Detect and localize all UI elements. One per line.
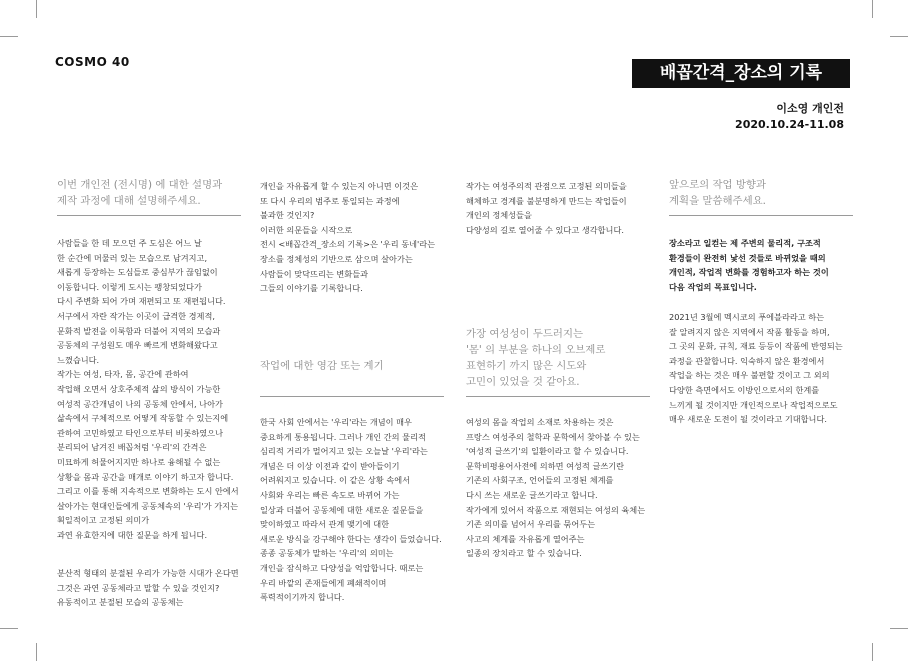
answer-future-plans-summary: 장소라고 일컫는 제 주변의 물리적, 구조적 환경들이 완전히 낯선 것들로 바뀌었을 때의 개인적, 작업적 변화를 경험하고자 하는 것이 다음 작업의 목표입니다.	[669, 238, 829, 292]
magazine-name: COSMO 40	[55, 55, 130, 69]
artist-exhibition: 이소영 개인전	[776, 102, 844, 115]
answer-future-plans: 2021년 3월에 멕시코의 푸에블라라고 하는 잘 알려지지 않은 지역에서 작품 활동을 하며, 그 곳의 문화, 규칙, 재료 등등이 작품에 반영되는 과정을 관찰합니다. 익숙하지 않은 환경에서 작업을 하는 것은 매우 불편할 것이고 그 외의 다양한 측면에서도 이방인으로서의 한계를 느끼게 될 것이지만 개인적으로나 작업적으로도 매우 새로운 도전이 될 것이라고 기대합니다.	[669, 312, 843, 425]
crop-mark	[872, 0, 873, 18]
exhibition-dates: 2020.10.24-11.08	[735, 118, 844, 131]
crop-mark	[36, 0, 37, 18]
answer-inspiration: 한국 사회 안에서는 '우리'라는 개념이 매우 중요하게 통용됩니다. 그러나 개인 간의 물리적 심리적 거리가 멀어지고 있는 오늘날 '우리'라는 개념은 더 이상 이전과 같이 받아들이기 어려워지고 있습니다. 이 같은 상황 속에서 사회와 우리는 빠른 속도로 바뀌어 가는 일상과 더불어 공동체에 대한 새로운 질문들을 맞이하였고 따라서 관계 맺기에 대한 새로운 방식을 강구해야 한다는 생각이 들었습니다. 종종 공동체가 말하는 '우리'의 의미는 개인을 잠식하고 다양성을 억압합니다. 때로는 우리 바깥의 존재들에게 폐쇄적이며 폭력적이기까지 합니다.	[260, 417, 442, 603]
question-body-object: 가장 여성성이 두드러지는 '몸' 의 부분을 하나의 오브제로 표현하기 까지 많은 시도와 고민이 있었을 것 같아요.	[466, 328, 606, 388]
question-divider	[260, 396, 444, 397]
answer-inspiration-column3: 작가는 여성주의적 관점으로 고정된 의미들을 해체하고 경계를 불분명하게 만드는 작업들이 개인의 정체성들을 다양성의 길로 열어줄 수 있다고 생각합니다.	[466, 181, 627, 235]
answer-body-object: 여성의 몸을 작업의 소재로 차용하는 것은 프랑스 여성주의 철학과 문학에서 찾아볼 수 있는 '여성적 글쓰기'의 일환이라고 할 수 있습니다. 문학비평용어사전에 의하면 여성적 글쓰기란 기존의 사회구조, 언어들의 고정된 체계를 다시 쓰는 새로운 글쓰기라고 합니다. 작가에게 있어서 작품으로 재현되는 여성의 육체는 기존 의미를 넘어서 우리를 묶어두는 사고의 체계를 자유롭게 열어주는 일종의 장치라고 할 수 있습니다.	[466, 417, 646, 559]
answer-exhibition-description-column2: 개인을 자유롭게 할 수 있는지 아니면 이것은 또 다시 우리의 범주로 통일되는 과정에 불과한 것인지? 이러한 의문들을 시작으로 전시 <배꼽간격_장소의 기록>은 '우리 동네'라는 장소를 정체성의 기반으로 삼으며 살아가는 사람들이 맞닥뜨리는 변화들과 그들의 이야기를 기록합니다.	[260, 181, 436, 294]
crop-mark	[36, 643, 37, 661]
question-divider	[57, 215, 241, 216]
answer-exhibition-description-continued: 분산적 형태의 분절된 우리가 가능한 시대가 온다면 그것은 과연 공동체라고 말할 수 있을 것인지? 유동적이고 분절된 모습의 공동체는	[57, 568, 239, 608]
crop-mark	[890, 628, 908, 629]
crop-mark	[0, 628, 18, 629]
answer-exhibition-description: 사람들을 한 데 모으던 주 도심은 어느 날 한 순간에 머물러 있는 모습으로 남겨지고, 새롭게 등장하는 도심들로 중심부가 끊임없이 이동합니다. 이렇게 도시는 팽창되었다가 다시 주변화 되어 가며 재편되고 또 재편됩니다. 서구에서 자란 작가는 이곳이 급격한 경제적, 문화적 발전을 이룩함과 더불어 지역의 모습과 공동체의 구성원도 매우 빠르게 변화해왔다고 느꼈습니다. 작가는 여성, 타자, 몸, 공간에 관하여 작업해 오면서 상호주체적 삶의 방식이 가능한 여성적 공간개념이 나의 공동체 안에서, 나아가 삶속에서 구체적으로 어떻게 작동할 수 있는지에 관하여 고민하였고 타인으로부터 비롯하였으나 분리되어 남겨진 배꼽처럼 '우리'의 간격은 미묘하게 허물어지지만 하나로 융해될 수 없는 상황을 몸과 공간을 매개로 이야기 하고자 합니다. 그리고 이를 통해 지속적으로 변화하는 도시 안에서 살아가는 현대인들에게 공동체속의 '우리'가 가지는 획일적이고 고정된 의미가 과연 유효한지에 대한 질문을 하게 됩니다.	[57, 238, 239, 540]
page-title: 배꼽간격_장소의 기록	[632, 59, 850, 88]
crop-mark	[890, 36, 908, 37]
crop-mark	[872, 643, 873, 661]
question-future-plans: 앞으로의 작업 방향과 계획을 말씀해주세요.	[669, 179, 766, 207]
question-divider	[669, 215, 853, 216]
crop-mark	[0, 36, 18, 37]
question-exhibition-description: 이번 개인전 (전시명) 에 대한 설명과 제작 과정에 대해 설명해주세요.	[57, 179, 223, 207]
question-inspiration: 작업에 대한 영감 또는 계기	[260, 360, 384, 372]
question-divider	[466, 396, 650, 397]
